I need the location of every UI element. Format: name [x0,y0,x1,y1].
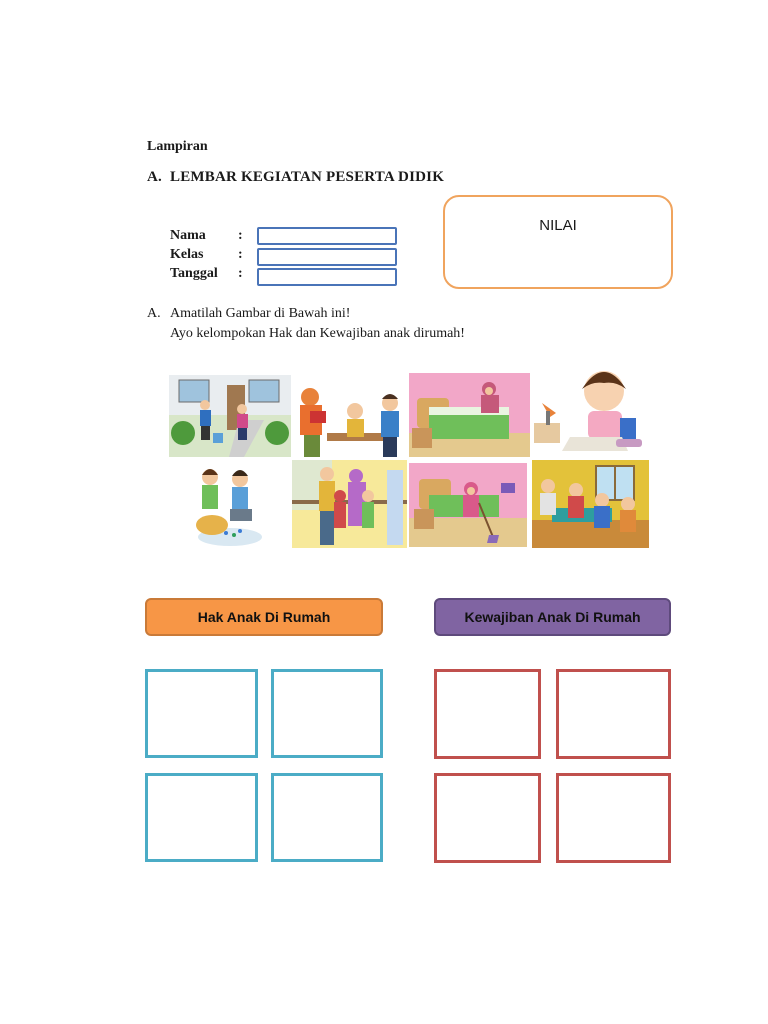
tanggal-colon: : [238,266,243,281]
watering-plants-icon[interactable] [169,375,291,457]
instruction-number: A. [147,306,161,321]
nilai-label: NILAI [539,217,577,234]
section-number: A. [147,169,162,185]
section-heading [147,169,444,186]
hak-slot-4[interactable] [271,773,383,862]
nama-label: Nama [170,228,206,243]
boy-studying-icon[interactable] [532,363,648,455]
nama-colon: : [238,228,243,243]
kewajiban-slot-4[interactable] [556,773,671,863]
kewajiban-slot-2[interactable] [556,669,671,759]
hak-slot-3[interactable] [145,773,258,862]
playing-marbles-icon[interactable] [190,463,264,549]
family-portrait-icon[interactable] [292,460,407,548]
kelas-label: Kelas [170,247,204,262]
girl-making-bed-icon[interactable] [409,373,530,457]
kelas-input[interactable] [257,248,397,266]
instruction [147,304,465,344]
kewajiban-slot-1[interactable] [434,669,541,759]
hak-slot-1[interactable] [145,669,258,758]
kewajiban-slot-3[interactable] [434,773,541,863]
children-playing-icon[interactable] [532,460,649,548]
family-reading-icon[interactable] [292,381,407,459]
section-title: LEMBAR KEGIATAN PESERTA DIDIK [170,169,445,185]
kelas-colon: : [238,247,243,262]
hak-anak-header: Hak Anak Di Rumah [145,598,383,636]
nilai-box[interactable] [443,195,673,289]
hak-slot-2[interactable] [271,669,383,758]
nama-input[interactable] [257,227,397,245]
instruction-line-1: Amatilah Gambar di Bawah ini! [170,306,351,321]
girl-sweeping-icon[interactable] [409,463,527,547]
kewajiban-anak-header: Kewajiban Anak Di Rumah [434,598,671,636]
instruction-line-2: Ayo kelompokan Hak dan Kewajiban anak dirumah! [170,326,465,341]
tanggal-input[interactable] [257,268,397,286]
lampiran-label: Lampiran [147,139,208,154]
tanggal-label: Tanggal [170,266,218,281]
